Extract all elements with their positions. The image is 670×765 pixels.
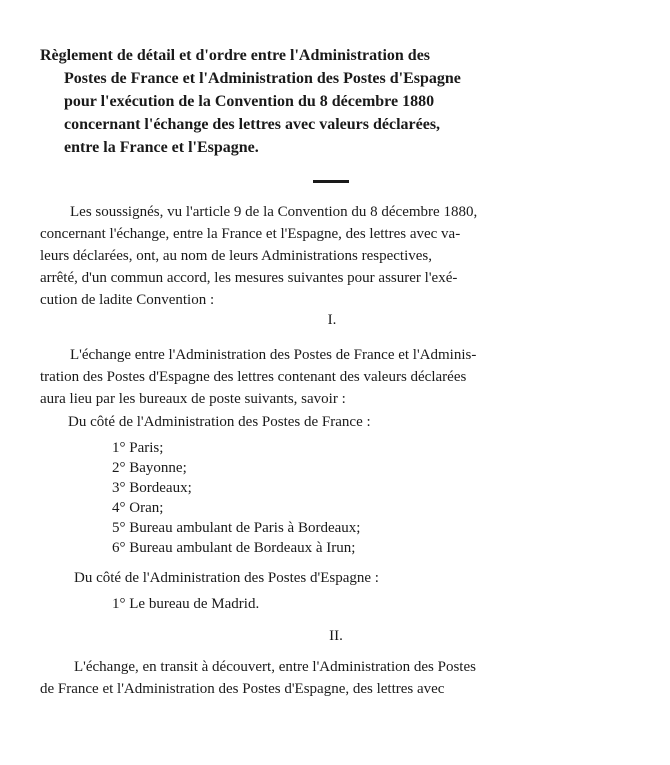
title-line: entre la France et l'Espagne. [64,139,259,156]
list-item: 1° Le bureau de Madrid. [112,596,260,612]
paragraph-line: de France et l'Administration des Postes d'Espagne, des lettres avec [40,681,445,697]
section-number: II. [329,628,343,644]
paragraph-line: concernant l'échange, entre la France et l'Espagne, des lettres avec va- [40,226,461,242]
paragraph-line: L'échange, en transit à découvert, entre l'Administration des Postes [74,659,476,675]
paragraph-line: L'échange entre l'Administration des Postes de France et l'Adminis- [70,347,477,363]
title-line: concernant l'échange des lettres avec valeurs déclarées, [64,116,441,133]
title-line: pour l'exécution de la Convention du 8 décembre 1880 [64,93,435,110]
list-item: 6° Bureau ambulant de Bordeaux à Irun; [112,540,356,556]
section1-paragraph [40,344,640,410]
list-item: 3° Bordeaux; [112,480,192,496]
title-line: Règlement de détail et d'ordre entre l'Administration des [40,47,431,64]
france-heading: Du côté de l'Administration des Postes de France : [68,414,371,430]
paragraph-line: aura lieu par les bureaux de poste suivants, savoir : [40,391,346,407]
list-item: 1° Paris; [112,440,164,456]
list-item: 2° Bayonne; [112,460,187,476]
list-item: 5° Bureau ambulant de Paris à Bordeaux; [112,520,361,536]
title-divider [313,180,349,183]
paragraph-line: tration des Postes d'Espagne des lettres contenant des valeurs déclarées [40,369,467,385]
intro-paragraph [40,201,640,311]
section-number: I. [327,312,337,328]
section2-paragraph [40,656,640,700]
paragraph-line: cution de ladite Convention : [40,292,215,308]
spain-heading: Du côté de l'Administration des Postes d'Espagne : [74,570,379,586]
paragraph-line: leurs déclarées, ont, au nom de leurs Administrations respectives, [40,248,432,264]
document-title [40,44,630,159]
paragraph-line: arrêté, d'un commun accord, les mesures suivantes pour assurer l'exé- [40,270,458,286]
title-line: Postes de France et l'Administration des Postes d'Espagne [64,70,461,87]
paragraph-line: Les soussignés, vu l'article 9 de la Convention du 8 décembre 1880, [70,204,478,220]
list-item: 4° Oran; [112,500,164,516]
